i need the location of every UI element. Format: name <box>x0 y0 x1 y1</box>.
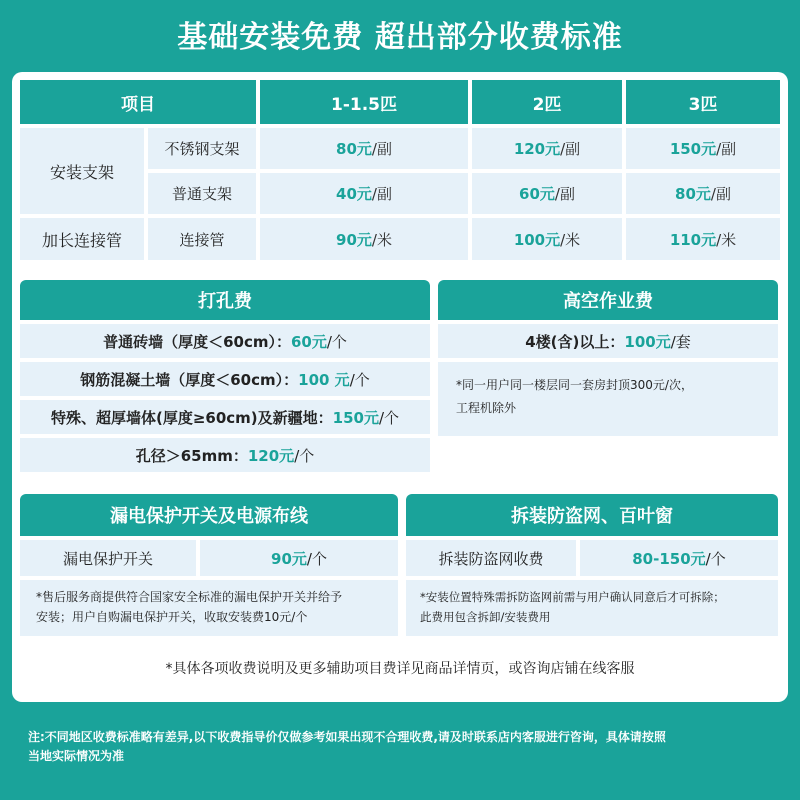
drill-unit: /个 <box>326 332 347 351</box>
disclaimer <box>28 728 778 766</box>
drill-unit: /个 <box>349 370 370 389</box>
row-pipe-price-2 <box>472 218 622 260</box>
price-unit: /副 <box>710 185 731 203</box>
disclaimer-line-2: 当地实际情况为准 <box>28 749 125 763</box>
price-value: 120元 <box>513 140 561 158</box>
leak-price: 90元 <box>271 549 307 568</box>
group-bracket: 安装支架 <box>20 128 144 214</box>
header-3: 3匹 <box>626 80 780 124</box>
leak-note-1: *售后服务商提供符合国家安全标准的漏电保护开关并给予 <box>36 590 343 604</box>
drill-row-hole <box>20 438 430 472</box>
high-unit: /套 <box>670 332 691 351</box>
drill-row-special <box>20 400 430 434</box>
row-stainless-price-2 <box>472 128 622 169</box>
leak-unit: /个 <box>306 549 327 568</box>
row-stainless-price-3 <box>626 128 780 169</box>
row-normal-label: 普通支架 <box>148 173 256 214</box>
price-unit: /副 <box>560 140 581 158</box>
row-normal-price-3 <box>626 173 780 214</box>
anti-note-2: 此费用包含拆卸/安装费用 <box>420 610 551 624</box>
anti-item: 拆装防盗网收费 <box>406 540 576 576</box>
drill-label: 钢筋混凝土墙（厚度＜60cm）： <box>80 370 299 389</box>
row-stainless-price-1 <box>260 128 468 169</box>
price-unit: /副 <box>371 140 392 158</box>
row-normal-price-2 <box>472 173 622 214</box>
group-pipe: 加长连接管 <box>20 218 144 260</box>
high-note-box <box>438 362 778 436</box>
header-1-1.5: 1-1.5匹 <box>260 80 468 124</box>
price-unit: /副 <box>371 185 392 203</box>
anti-unit: /个 <box>705 549 726 568</box>
price-unit: /副 <box>716 140 737 158</box>
leak-title: 漏电保护开关及电源布线 <box>20 494 398 536</box>
drill-title: 打孔费 <box>20 280 430 320</box>
high-row <box>438 324 778 358</box>
anti-price-cell <box>580 540 778 576</box>
row-stainless-label: 不锈钢支架 <box>148 128 256 169</box>
drill-price: 60元 <box>290 332 327 351</box>
price-unit: /副 <box>554 185 575 203</box>
anti-note-1: *安装位置特殊需拆防盗网前需与用户确认同意后才可拆除； <box>420 590 725 604</box>
price-unit: /米 <box>560 230 581 249</box>
high-title: 高空作业费 <box>438 280 778 320</box>
drill-price: 120元 <box>247 446 295 465</box>
price-value: 100元 <box>513 230 561 249</box>
price-unit: /米 <box>716 230 737 249</box>
price-card <box>12 72 788 702</box>
row-pipe-price-3 <box>626 218 780 260</box>
price-value: 60元 <box>519 185 555 203</box>
drill-price: 100 元 <box>298 370 350 389</box>
row-pipe-label: 连接管 <box>148 218 256 260</box>
drill-row-concrete <box>20 362 430 396</box>
leak-note-2: 安装；用户自购漏电保护开关，收取安装费10元/个 <box>36 610 308 624</box>
price-unit: /米 <box>371 230 392 249</box>
high-price: 100元 <box>624 332 671 351</box>
drill-label: 孔径＞65mm： <box>135 446 248 465</box>
leak-item: 漏电保护开关 <box>20 540 196 576</box>
price-value: 110元 <box>669 230 717 249</box>
price-value: 150元 <box>669 140 717 158</box>
drill-row-brick <box>20 324 430 358</box>
header-2: 2匹 <box>472 80 622 124</box>
anti-title: 拆装防盗网、百叶窗 <box>406 494 778 536</box>
header-item: 项目 <box>20 80 256 124</box>
anti-note-box <box>406 580 778 636</box>
anti-price: 80-150元 <box>632 549 706 568</box>
drill-label: 特殊、超厚墙体(厚度≥60cm)及新疆地： <box>50 408 333 427</box>
row-pipe-price-1 <box>260 218 468 260</box>
leak-note-box <box>20 580 398 636</box>
price-value: 80元 <box>675 185 711 203</box>
page-title: 基础安装免费 超出部分收费标准 <box>177 20 623 55</box>
high-label: 4楼(含)以上： <box>525 332 625 351</box>
high-note-1: *同一用户同一楼层同一套房封顶300元/次， <box>456 378 693 392</box>
drill-price: 150元 <box>332 408 379 427</box>
price-value: 80元 <box>336 140 372 158</box>
drill-unit: /个 <box>294 446 315 465</box>
price-value: 90元 <box>336 230 372 249</box>
drill-unit: /个 <box>378 408 400 427</box>
disclaimer-line-1: 注:不同地区收费标准略有差异,以下收费指导价仅做参考如果出现不合理收费,请及时联系店内客服进行咨询，具体请按照 <box>28 730 666 744</box>
drill-label: 普通砖墙（厚度＜60cm）： <box>103 332 291 351</box>
footnote: *具体各项收费说明及更多辅助项目费详见商品详情页，或咨询店铺在线客服 <box>165 661 635 677</box>
leak-price-cell <box>200 540 398 576</box>
row-normal-price-1 <box>260 173 468 214</box>
high-note-2: 工程机除外 <box>456 401 517 415</box>
price-value: 40元 <box>336 185 372 203</box>
